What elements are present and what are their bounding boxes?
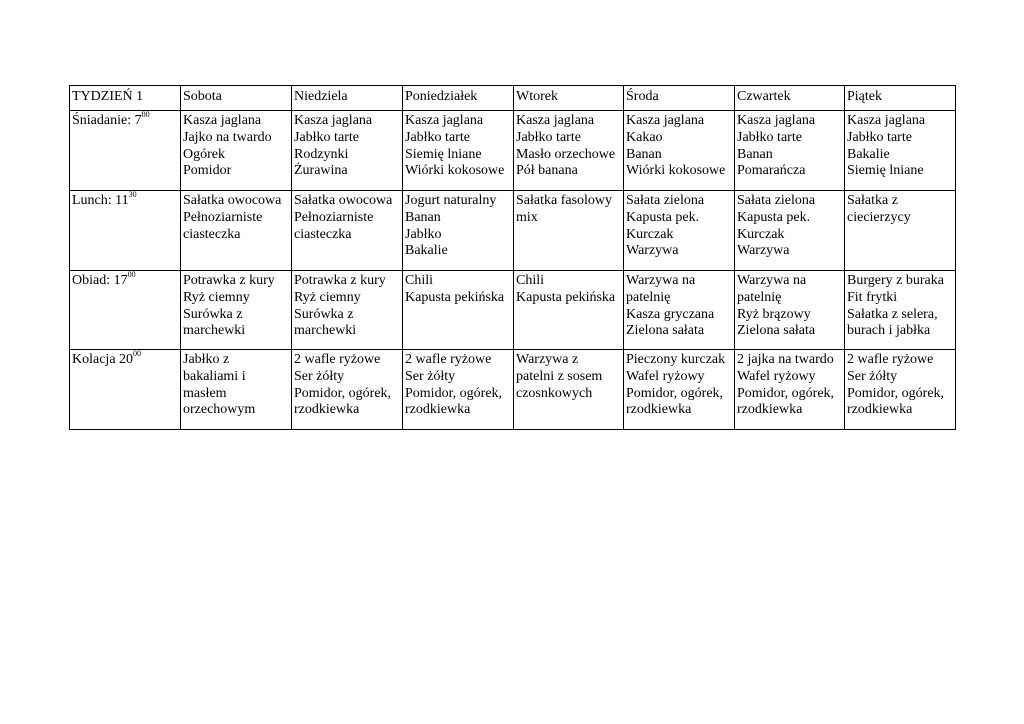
meal-item: Sałatka owocowa: [294, 193, 393, 208]
meal-item: Banan: [737, 146, 773, 162]
meal-item: Surówka z: [294, 306, 354, 322]
meal-label-cell: [70, 271, 181, 350]
meal-item: Warzywa: [737, 243, 790, 259]
meal-label-cell: [70, 350, 181, 430]
meal-cell-thursday: [735, 191, 845, 271]
meal-hour-minutes: 00: [141, 110, 150, 120]
meal-item: 2 wafle ryżowe: [847, 352, 934, 367]
meal-cell-sunday: [292, 111, 403, 191]
meal-item: Kasza jaglana: [847, 113, 926, 128]
meal-item: Banan: [405, 209, 441, 225]
meal-item: Kasza jaglana: [405, 113, 484, 128]
meal-item: Bakalie: [405, 243, 448, 259]
header-row: [70, 86, 956, 111]
meal-item: bakaliami i: [183, 368, 246, 384]
header-cell-tuesday: Wtorek: [514, 86, 624, 111]
meal-cell-monday: [403, 111, 514, 191]
meal-item: Kapusta pekińska: [516, 289, 616, 305]
meal-item: Warzywa na: [626, 273, 696, 288]
meal-item: Pełnoziarniste: [294, 209, 374, 225]
meal-label-cell: [70, 191, 181, 271]
meal-item: Kurczak: [626, 226, 674, 242]
meal-hour-minutes: 30: [128, 190, 137, 200]
header-cell-monday: Poniedziałek: [403, 86, 514, 111]
meal-cell-friday: [845, 271, 956, 350]
meal-cell-sunday: [292, 271, 403, 350]
meal-item: rzodkiewka: [737, 402, 803, 418]
meal-item: Kapusta pek.: [626, 209, 700, 225]
meal-cell-wednesday: [624, 111, 735, 191]
meal-item: Sałatka z: [847, 193, 898, 208]
meal-item: marchewki: [294, 323, 357, 339]
meal-item: burach i jabłka: [847, 323, 931, 339]
meal-item: Jogurt naturalny: [405, 193, 497, 208]
header-cell-friday: Piątek: [845, 86, 956, 111]
meal-cell-monday: [403, 271, 514, 350]
meal-cell-wednesday: [624, 191, 735, 271]
meal-item: Kasza jaglana: [183, 113, 262, 128]
meal-cell-tuesday: [514, 350, 624, 430]
meal-item: Chili: [405, 273, 434, 288]
meal-cell-saturday: [181, 111, 292, 191]
meal-item: Sałata zielona: [626, 193, 705, 208]
meal-item: patelnię: [626, 289, 671, 305]
meal-item: Jabłko tarte: [294, 129, 359, 145]
meal-item: masłem: [183, 385, 227, 401]
meal-item: Siemię lniane: [405, 146, 482, 162]
meal-cell-saturday: [181, 271, 292, 350]
meal-item: Kapusta pek.: [737, 209, 811, 225]
meal-item: ciasteczka: [294, 226, 352, 242]
header-cell-thursday: Czwartek: [735, 86, 845, 111]
meal-row-supper: [70, 350, 956, 430]
meal-cell-friday: [845, 111, 956, 191]
meal-item: Sałata zielona: [737, 193, 816, 208]
meal-item: Jabłko tarte: [405, 129, 470, 145]
meal-item: Pomarańcza: [737, 163, 806, 179]
meal-item: 2 wafle ryżowe: [405, 352, 492, 367]
meal-item: patelni z sosem: [516, 368, 603, 384]
meal-item: Rodzynki: [294, 146, 349, 162]
meal-label: Lunch: 11: [72, 193, 129, 208]
meal-item: Sałatka fasolowy: [516, 193, 613, 208]
meal-item: Surówka z: [183, 306, 243, 322]
meal-cell-monday: [403, 350, 514, 430]
meal-item: Siemię lniane: [847, 163, 924, 179]
meal-plan-body: [70, 86, 956, 430]
meal-item: Kakao: [626, 129, 663, 145]
meal-item: Chili: [516, 273, 545, 288]
meal-item: mix: [516, 209, 538, 225]
meal-row-dinner: [70, 271, 956, 350]
meal-hour-minutes: 00: [133, 349, 142, 359]
meal-item: Pół banana: [516, 163, 578, 179]
meal-item: Pieczony kurczak: [626, 352, 726, 367]
header-cell-week: TYDZIEŃ 1: [70, 86, 181, 111]
meal-item: Sałatka owocowa: [183, 193, 282, 208]
meal-item: Jabłko tarte: [847, 129, 912, 145]
meal-item: marchewki: [183, 323, 246, 339]
meal-cell-wednesday: [624, 350, 735, 430]
header-cell-wednesday: Środa: [624, 86, 735, 111]
meal-item: Masło orzechowe: [516, 146, 616, 162]
header-cell-saturday: Sobota: [181, 86, 292, 111]
meal-item: Wafel ryżowy: [626, 368, 705, 384]
meal-item: ciecierzycy: [847, 209, 911, 225]
meal-cell-thursday: [735, 350, 845, 430]
meal-item: rzodkiewka: [626, 402, 692, 418]
meal-row-lunch: [70, 191, 956, 271]
meal-cell-tuesday: [514, 111, 624, 191]
meal-item: Ser żółty: [847, 368, 898, 384]
meal-item: Jabłko: [405, 226, 442, 242]
meal-item: Kasza jaglana: [626, 113, 705, 128]
meal-item: Kapusta pekińska: [405, 289, 505, 305]
meal-row-breakfast: [70, 111, 956, 191]
meal-item: Pomidor: [183, 163, 232, 179]
meal-item: orzechowym: [183, 402, 256, 418]
meal-item: Wiórki kokosowe: [405, 163, 505, 179]
meal-item: ciasteczka: [183, 226, 241, 242]
meal-item: czosnkowych: [516, 385, 593, 401]
meal-cell-friday: [845, 191, 956, 271]
meal-item: Potrawka z kury: [294, 273, 386, 288]
meal-item: rzodkiewka: [294, 402, 360, 418]
meal-plan-table: [69, 85, 956, 430]
meal-item: Jabłko tarte: [737, 129, 802, 145]
meal-hour-minutes: 00: [127, 270, 136, 280]
meal-cell-saturday: [181, 350, 292, 430]
meal-cell-sunday: [292, 350, 403, 430]
meal-item: Wafel ryżowy: [737, 368, 816, 384]
meal-item: Żurawina: [294, 163, 348, 179]
meal-item: Warzywa na: [737, 273, 807, 288]
meal-item: Ser żółty: [405, 368, 456, 384]
meal-item: Burgery z buraka: [847, 273, 944, 288]
meal-item: Pomidor, ogórek,: [737, 385, 835, 401]
meal-item: Ser żółty: [294, 368, 345, 384]
meal-item: Bakalie: [847, 146, 890, 162]
meal-label: Kolacja 20: [72, 352, 134, 367]
meal-item: Pomidor, ogórek,: [294, 385, 392, 401]
meal-item: Warzywa: [626, 243, 679, 259]
meal-item: Wiórki kokosowe: [626, 163, 726, 179]
meal-item: Zielona sałata: [737, 323, 816, 339]
meal-cell-sunday: [292, 191, 403, 271]
meal-item: Jajko na twardo: [183, 129, 272, 145]
meal-item: Ryż ciemny: [183, 289, 250, 305]
meal-item: 2 jajka na twardo: [737, 352, 834, 367]
meal-item: Kasza gryczana: [626, 306, 715, 322]
meal-cell-thursday: [735, 111, 845, 191]
meal-item: Ogórek: [183, 146, 225, 162]
meal-label: Śniadanie: 7: [72, 113, 142, 128]
meal-item: Ryż ciemny: [294, 289, 361, 305]
header-cell-sunday: Niedziela: [292, 86, 403, 111]
meal-item: Zielona sałata: [626, 323, 705, 339]
meal-cell-thursday: [735, 271, 845, 350]
meal-item: rzodkiewka: [847, 402, 913, 418]
meal-item: Potrawka z kury: [183, 273, 275, 288]
meal-item: Pełnoziarniste: [183, 209, 263, 225]
meal-cell-saturday: [181, 191, 292, 271]
meal-item: Fit frytki: [847, 289, 898, 305]
meal-item: 2 wafle ryżowe: [294, 352, 381, 367]
meal-cell-monday: [403, 191, 514, 271]
meal-item: Warzywa z: [516, 352, 579, 367]
meal-item: Kasza jaglana: [516, 113, 595, 128]
meal-label-cell: [70, 111, 181, 191]
meal-cell-tuesday: [514, 271, 624, 350]
meal-item: Jabłko tarte: [516, 129, 581, 145]
meal-item: Banan: [626, 146, 662, 162]
meal-item: Sałatka z selera,: [847, 306, 938, 322]
meal-item: Pomidor, ogórek,: [405, 385, 503, 401]
meal-item: rzodkiewka: [405, 402, 471, 418]
meal-label: Obiad: 17: [72, 273, 128, 288]
meal-cell-wednesday: [624, 271, 735, 350]
meal-item: Kurczak: [737, 226, 785, 242]
meal-item: Ryż brązowy: [737, 306, 811, 322]
meal-item: Kasza jaglana: [294, 113, 373, 128]
meal-cell-tuesday: [514, 191, 624, 271]
meal-item: Pomidor, ogórek,: [847, 385, 945, 401]
meal-item: Jabłko z: [183, 352, 230, 367]
meal-item: Pomidor, ogórek,: [626, 385, 724, 401]
meal-cell-friday: [845, 350, 956, 430]
meal-item: Kasza jaglana: [737, 113, 816, 128]
meal-item: patelnię: [737, 289, 782, 305]
